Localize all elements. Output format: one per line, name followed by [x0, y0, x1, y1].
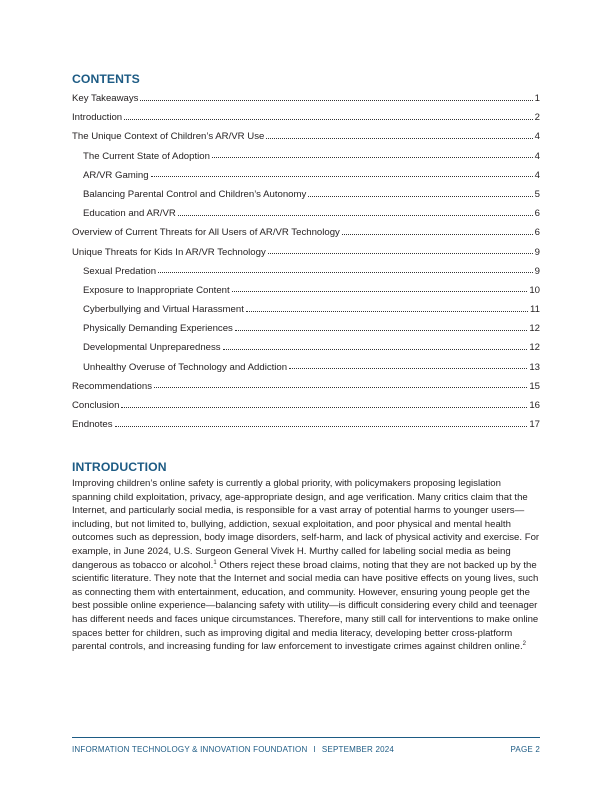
toc-entry-title[interactable]: Education and AR/VR: [83, 208, 176, 220]
toc-entry-page-number[interactable]: 13: [529, 361, 540, 373]
toc-entry[interactable]: [72, 415, 540, 434]
toc-entry[interactable]: [72, 204, 540, 223]
toc-entry-page-number[interactable]: 1: [534, 93, 540, 104]
toc-dot-leader: [151, 175, 533, 177]
toc-entry-title[interactable]: AR/VR Gaming: [83, 169, 149, 181]
toc-entry[interactable]: [72, 108, 540, 127]
toc-entry[interactable]: [72, 358, 540, 377]
toc-entry[interactable]: [72, 377, 540, 396]
toc-dot-leader: [212, 156, 533, 158]
toc-entry-page-number[interactable]: 17: [529, 419, 540, 431]
introduction-text-part2: Others reject these broad claims, noting that they are not backed up by the scientific literature. They note that the Internet and social media can have positive effects on young lives, such as connecting them with entertainment, education, and community. However, ensuring young people get the best possible online experience—balancing safety with utility—is difficult considering every child and teenager has different needs and faces unique circumstances. Therefore, many still call for interventions to make online spaces better for children, such as improving digital and media literacy, developing better cross-platform parental controls, and increasing funding for law enforcement to investigate crimes against children online.: [72, 559, 539, 653]
toc-entry-page-number[interactable]: 4: [534, 150, 540, 162]
toc-entry[interactable]: [72, 262, 540, 281]
toc-entry[interactable]: [72, 127, 540, 146]
footnote-ref-1[interactable]: 1: [213, 559, 217, 566]
toc-entry-page-number[interactable]: 16: [529, 400, 540, 411]
toc-dot-leader: [178, 214, 533, 216]
toc-entry-page-number[interactable]: 5: [534, 188, 540, 200]
toc-entry-title[interactable]: Conclusion: [72, 400, 120, 411]
footer-divider: [72, 737, 540, 738]
toc-entry-title[interactable]: Balancing Parental Control and Children’s Autonomy: [83, 188, 307, 200]
toc-entry-title[interactable]: Endnotes: [72, 419, 113, 431]
footer-date: SEPTEMBER 2024: [321, 745, 395, 754]
toc-entry-page-number[interactable]: 6: [534, 208, 540, 220]
toc-dot-leader: [266, 137, 532, 139]
toc-entry-title[interactable]: Unique Threats for Kids In AR/VR Technology: [72, 246, 266, 258]
toc-dot-leader: [308, 195, 532, 197]
toc-entry-page-number[interactable]: 12: [529, 342, 540, 354]
toc-dot-leader: [158, 271, 533, 273]
toc-entry-page-number[interactable]: 9: [534, 265, 540, 277]
footer-organization: INFORMATION TECHNOLOGY & INNOVATION FOUNDATION: [72, 745, 308, 754]
toc-dot-leader: [121, 406, 527, 408]
footer-separator: I: [313, 745, 316, 754]
toc-entry[interactable]: [72, 319, 540, 338]
toc-entry[interactable]: [72, 396, 540, 415]
toc-dot-leader: [232, 290, 528, 292]
footnote-ref-2[interactable]: 2: [522, 640, 526, 647]
toc-entry[interactable]: [72, 185, 540, 204]
toc-entry-title[interactable]: Developmental Unpreparedness: [83, 342, 221, 354]
toc-entry-page-number[interactable]: 11: [530, 304, 540, 316]
toc-entry-page-number[interactable]: 10: [529, 284, 540, 296]
toc-entry-title[interactable]: Introduction: [72, 112, 123, 124]
introduction-body: [72, 477, 542, 654]
toc-entry-title[interactable]: Overview of Current Threats for All Users of AR/VR Technology: [72, 227, 340, 239]
toc-entry-title[interactable]: Sexual Predation: [83, 265, 157, 277]
contents-heading: CONTENTS: [72, 72, 140, 86]
toc-entry-page-number[interactable]: 12: [529, 323, 540, 335]
toc-entry-title[interactable]: Key Takeaways: [72, 93, 139, 104]
toc-dot-leader: [140, 99, 532, 101]
toc-dot-leader: [235, 329, 527, 331]
introduction-text-part1: Improving children’s online safety is currently a global priority, with policymakers proposing legislation spanning child exploitation, privacy, age-appropriate design, and age verification. Many critics claim that the Internet, and particularly social media, is responsible for a vast array of potential harms to younger users—including, but not limited to, bullying, addiction, sexual exploitation, and poor physical and mental health outcomes such as depression, body image disorders, self-harm, and lack of physical activity and exercise. For example, in June 2024, U.S. Surgeon General Vivek H. Murthy called for labeling social media as being dangerous as tobacco or alcohol.: [72, 478, 540, 571]
toc-entry-title[interactable]: The Unique Context of Children’s AR/VR Use: [72, 131, 265, 143]
toc-dot-leader: [223, 348, 528, 350]
toc-entry-title[interactable]: Cyberbullying and Virtual Harassment: [83, 304, 244, 316]
toc-entry[interactable]: [72, 300, 540, 319]
toc-dot-leader: [154, 386, 527, 388]
toc-entry-page-number[interactable]: 4: [534, 169, 540, 181]
toc-entry-title[interactable]: The Current State of Adoption: [83, 150, 210, 162]
toc-dot-leader: [268, 252, 533, 254]
toc-entry-title[interactable]: Exposure to Inappropriate Content: [83, 284, 230, 296]
toc-entry-title[interactable]: Unhealthy Overuse of Technology and Addiction: [83, 361, 288, 373]
toc-dot-leader: [124, 118, 533, 120]
toc-entry[interactable]: [72, 338, 540, 357]
toc-entry-page-number[interactable]: 6: [534, 227, 540, 239]
introduction-heading: INTRODUCTION: [72, 460, 167, 474]
toc-entry[interactable]: [72, 89, 540, 108]
toc-entry[interactable]: [72, 281, 540, 300]
footer-page-number: PAGE 2: [510, 745, 540, 754]
toc-entry[interactable]: [72, 243, 540, 262]
toc-dot-leader: [246, 310, 528, 312]
toc-dot-leader: [289, 367, 527, 369]
toc-entry[interactable]: [72, 166, 540, 185]
toc-entry[interactable]: [72, 223, 540, 242]
toc-entry-page-number[interactable]: 15: [529, 380, 540, 392]
table-of-contents: [72, 89, 540, 434]
toc-entry-title[interactable]: Physically Demanding Experiences: [83, 323, 233, 335]
toc-dot-leader: [342, 233, 533, 235]
toc-entry-page-number[interactable]: 9: [534, 246, 540, 258]
toc-entry-page-number[interactable]: 2: [534, 112, 540, 124]
toc-entry-title[interactable]: Recommendations: [72, 380, 152, 392]
footer-publisher: [72, 745, 394, 754]
toc-dot-leader: [115, 425, 528, 427]
toc-entry[interactable]: [72, 147, 540, 166]
toc-entry-page-number[interactable]: 4: [534, 131, 540, 143]
